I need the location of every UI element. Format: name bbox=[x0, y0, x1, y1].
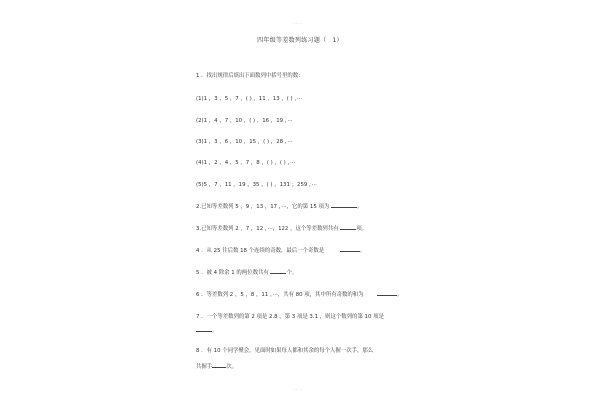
question-4-suffix: 。 bbox=[359, 248, 366, 254]
question-3 bbox=[196, 224, 367, 232]
footer-marker: .... bbox=[294, 386, 304, 391]
question-8-text: 8 ．有 10 个同学聚会，见面时如果每人都和其余的每个人握一次手，那么 bbox=[196, 348, 374, 354]
question-7-suffix: 。 bbox=[212, 328, 218, 334]
question-8 bbox=[196, 346, 373, 354]
answer-blank bbox=[340, 224, 356, 230]
question-5-text: 5 ．被 4 除余 1 的两位数共有 bbox=[196, 270, 269, 276]
question-5 bbox=[196, 268, 297, 276]
question-8-suffix: 次。 bbox=[226, 364, 237, 370]
question-3-suffix: 项。 bbox=[356, 226, 368, 232]
question-6-text: 6 ．等差数列 2 ，5 ，8 ，11 ，···，共有 80 项，其中所有奇数的和为 bbox=[196, 292, 364, 298]
question-4-text: 4 ．从 25 往后数 18 个连续的奇数，最后一个奇数是 bbox=[196, 248, 325, 254]
question-5-suffix: 个。 bbox=[286, 270, 298, 276]
worksheet-title bbox=[0, 35, 600, 44]
question-7-text: 7 ．一个等差数列的第 2 项是 2.8 ，第 3 项是 3.1 ，则这个数列的第 10 项是 bbox=[196, 314, 384, 320]
question-6-suffix: 。 bbox=[397, 292, 403, 298]
question-2-text: 2.已知等差数列 5 ，9 ，13 ，17 ，···，它的第 15 项为 bbox=[196, 204, 330, 210]
answer-blank bbox=[377, 290, 397, 296]
question-3-text: 3.已知等差数列 2 ，7 ，12 ，···，122 ，这个等差数列共有 bbox=[196, 226, 339, 232]
title-number: 1） bbox=[332, 37, 343, 44]
question-1-part-5: (5)5 ，7 ，11 ，19 ，35 ，( ) ，131 ；259 ，··· bbox=[196, 182, 317, 188]
question-2 bbox=[196, 202, 362, 210]
header-marker: .... bbox=[294, 20, 304, 25]
question-8-text-continued: 共握手 bbox=[196, 364, 213, 370]
question-6 bbox=[196, 290, 403, 298]
question-1-prompt: 1 ．找出规律后填出下面数列中括号里的数： bbox=[196, 73, 304, 79]
question-1-part-2: (2)1 ，4 ，7 ，10 ，( ) ，16 ，19 ，··· bbox=[196, 118, 293, 124]
title-text: 四年级等差数列练习题（ bbox=[257, 37, 327, 44]
question-8-answer-line bbox=[196, 362, 237, 370]
question-4 bbox=[196, 246, 365, 254]
question-1-part-4: (4)1 ，2 ，4 ，5 ，7 ，8 ，( ) ，( ) ，··· bbox=[196, 160, 296, 166]
answer-blank bbox=[340, 246, 360, 252]
question-1-part-3: (3)1 ，3 ，6 ，10 ，15 ，( ) ，28 ，··· bbox=[196, 139, 293, 145]
answer-blank bbox=[270, 268, 286, 274]
question-2-suffix: 。 bbox=[357, 204, 363, 210]
answer-blank bbox=[331, 202, 357, 208]
answer-blank bbox=[196, 326, 212, 332]
answer-blank bbox=[212, 362, 226, 368]
question-1-part-1: (1)1 ，3 ，5 ，7 ，( ) ，11 ，13 ，( ) ，··· bbox=[196, 96, 303, 102]
question-7 bbox=[196, 312, 384, 320]
question-7-answer-line bbox=[196, 326, 217, 334]
